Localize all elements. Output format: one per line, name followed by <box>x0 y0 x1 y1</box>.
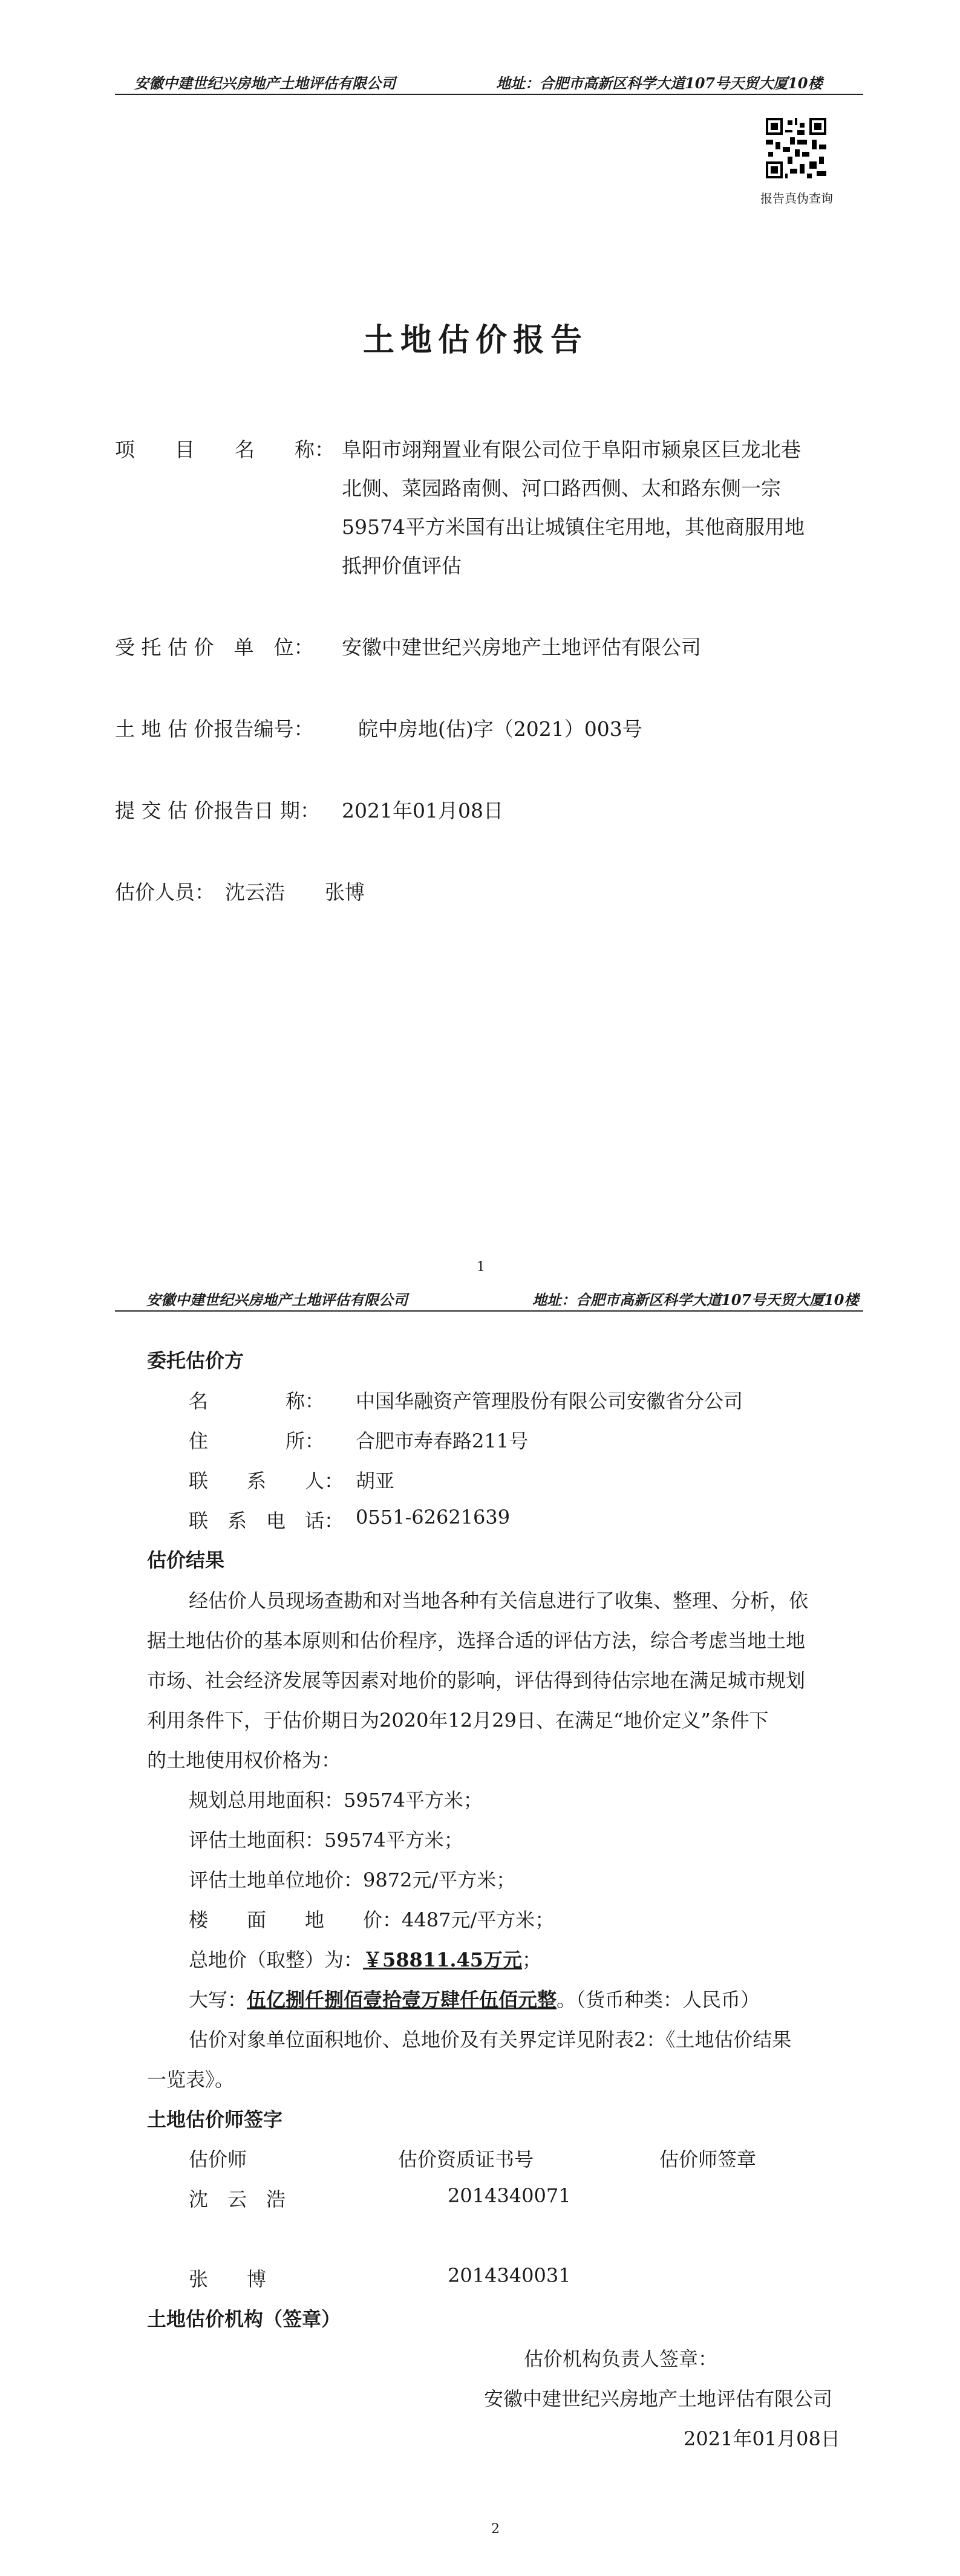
qr-caption: 报告真伪查询 <box>760 191 833 206</box>
total-price-label: 总地价（取整）为： <box>189 1948 364 1971</box>
client-field-label: 名 称： <box>189 1390 325 1413</box>
result-paragraph-line: 经估价人员现场查勘和对当地各种有关信息进行了收集、整理、分析，依 <box>189 1589 809 1612</box>
header-address: 地址：合肥市高新区科学大道107号天贸大厦10楼 <box>532 1291 859 1309</box>
project-line: 阜阳市翊翔置业有限公司位于阜阳市颍泉区巨龙北巷 <box>342 438 801 461</box>
appraisers-label: 估价人员： <box>115 880 215 904</box>
result-paragraph-line: 市场、社会经济发展等因素对地价的影响，评估得到待估宗地在满足城市规划 <box>147 1669 806 1692</box>
total-price-suffix: ； <box>522 1948 542 1971</box>
capital-amount-label: 大写： <box>189 1988 247 2011</box>
total-price-line <box>189 1945 541 1973</box>
project-line: 59574平方米国有出让城镇住宅用地，其他商服用地 <box>342 515 805 539</box>
section-client-heading: 委托估价方 <box>147 1349 244 1372</box>
header-company: 安徽中建世纪兴房地产土地评估有限公司 <box>146 1291 408 1309</box>
agency-name: 安徽中建世纪兴房地产土地评估有限公司 <box>484 2387 833 2410</box>
result-paragraph-line: 利用条件下，于估价期日为2020年12月29日、在满足“地价定义”条件下 <box>147 1709 769 1732</box>
signer-cert: 2014340031 <box>448 2264 571 2287</box>
header-address: 地址：合肥市高新区科学大道107号天贸大厦10楼 <box>496 74 823 92</box>
page-number: 2 <box>491 2522 500 2537</box>
result-paragraph-line: 的土地使用权价格为： <box>147 1749 341 1772</box>
agency-head-sign: 估价机构负责人签章： <box>524 2347 718 2370</box>
signer-name: 张 博 <box>189 2268 267 2291</box>
client-value: 安徽中建世纪兴房地产土地评估有限公司 <box>342 636 701 659</box>
section-sign-heading: 土地估价师签字 <box>147 2108 283 2131</box>
header-rule <box>115 94 863 95</box>
header-company: 安徽中建世纪兴房地产土地评估有限公司 <box>134 74 396 92</box>
header-rule <box>115 1310 863 1312</box>
client-field-value: 胡亚 <box>356 1469 395 1492</box>
section-agency-heading: 土地估价机构（签章） <box>147 2308 341 2330</box>
project-line: 北侧、菜园路南侧、河口路西侧、太和路东侧一宗 <box>342 476 781 500</box>
submit-date-value: 2021年01月08日 <box>342 799 503 822</box>
client-label: 受 托 估 价 单 位： <box>115 636 314 659</box>
client-field-value: 中国华融资产管理股份有限公司安徽省分公司 <box>356 1390 743 1413</box>
agency-date: 2021年01月08日 <box>684 2427 840 2450</box>
client-field-value: 0551-62621639 <box>356 1506 511 1529</box>
capital-amount-line <box>189 1985 760 2012</box>
signer-name: 沈 云 浩 <box>189 2188 286 2211</box>
project-line: 抵押价值评估 <box>342 554 462 577</box>
report-number-value: 皖中房地(估)字（2021）003号 <box>358 717 642 741</box>
client-field-label: 联 系 电 话： <box>189 1509 344 1532</box>
submit-date-label: 提 交 估 价报告日 期： <box>115 799 320 822</box>
result-item: 评估土地面积：59574平方米； <box>189 1829 463 1852</box>
appraisers-value: 沈云浩 张博 <box>225 880 365 904</box>
client-field-value: 合肥市寿春路211号 <box>356 1429 529 1452</box>
client-field-label: 住 所： <box>189 1429 325 1452</box>
page-number: 1 <box>477 1260 485 1275</box>
page-title: 土地估价报告 <box>363 322 589 359</box>
report-page-2 <box>0 1288 960 2576</box>
sign-header-cert: 估价资质证书号 <box>398 2148 534 2171</box>
result-item: 楼 面 地 价：4487元/平方米； <box>189 1908 555 1931</box>
result-item: 规划总用地面积：59574平方米； <box>189 1789 483 1812</box>
sign-header-appraiser: 估价师 <box>189 2148 247 2171</box>
result-item: 评估土地单位地价：9872元/平方米； <box>189 1869 516 1891</box>
report-number-label: 土 地 估 价报告编号： <box>115 717 314 741</box>
signer-cert: 2014340071 <box>448 2184 571 2207</box>
detail-line: 一览表》。 <box>147 2068 235 2091</box>
section-result-heading: 估价结果 <box>147 1549 225 1572</box>
total-price-value: ￥58811.45万元 <box>363 1948 523 1971</box>
capital-amount-value: 伍亿捌仟捌佰壹拾壹万肆仟伍佰元整 <box>247 1988 557 2011</box>
client-field-label: 联 系 人： <box>189 1469 344 1492</box>
sign-header-seal: 估价师签章 <box>659 2148 757 2171</box>
qr-code-icon <box>766 118 826 178</box>
result-paragraph-line: 据土地估价的基本原则和估价程序，选择合适的评估方法，综合考虑当地土地 <box>147 1629 806 1652</box>
detail-line: 估价对象单位面积地价、总地价及有关界定详见附表2：《土地估价结果 <box>189 2028 792 2051</box>
capital-amount-suffix: 。（货币种类：人民币） <box>557 1988 760 2011</box>
project-label: 项 目 名 称： <box>115 438 335 461</box>
